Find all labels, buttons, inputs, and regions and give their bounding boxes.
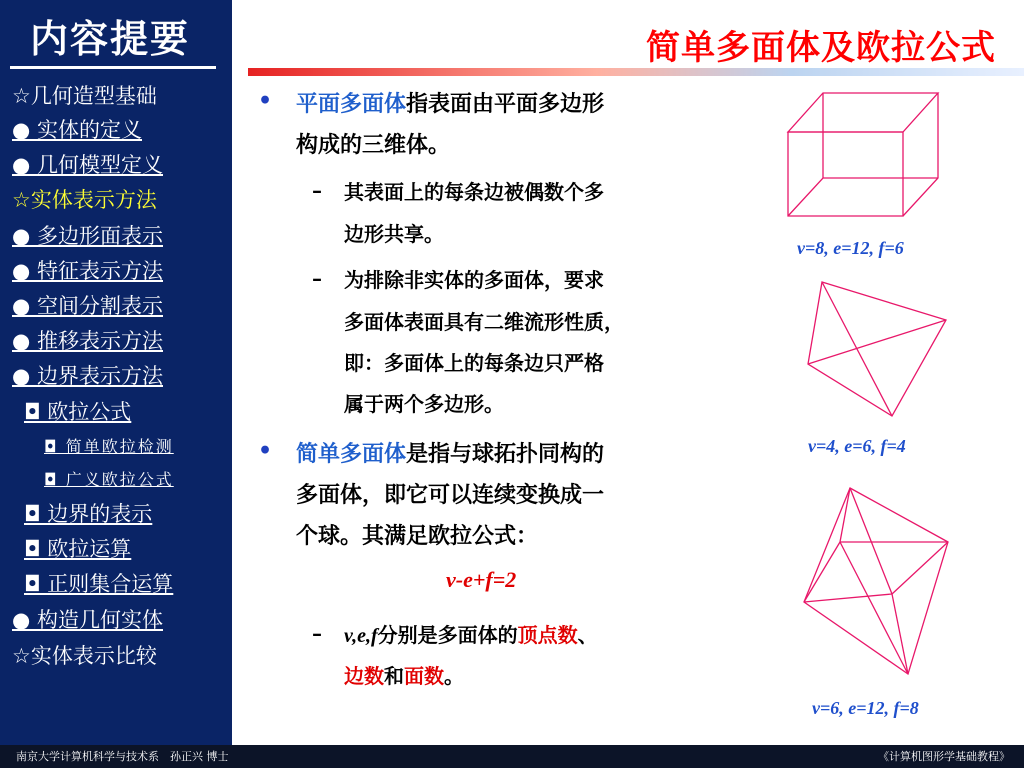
footer-course: 《计算机图形学基础教程》 xyxy=(878,750,1010,763)
octahedron-figure xyxy=(796,482,956,682)
octa-edge xyxy=(804,542,840,602)
sidebar xyxy=(0,0,232,745)
bullet2-line3: 个球。其满足欧拉公式： xyxy=(296,523,539,549)
term-plane-polyhedron: 平面多面体 xyxy=(296,91,407,117)
dash-point: – xyxy=(312,621,322,645)
sub3-line1 xyxy=(344,619,598,648)
page-title: 简单多面体及欧拉公式 xyxy=(646,28,996,68)
cube-front-face xyxy=(788,132,903,216)
bullet-point: • xyxy=(258,438,273,464)
nav-item-boundary-representation[interactable]: ● 边界表示方法 xyxy=(12,364,163,388)
nav-item-spatial-partition[interactable]: ● 空间分割表示 xyxy=(12,294,163,318)
conjunction: 和 xyxy=(384,664,404,688)
cube-top-face xyxy=(788,93,938,132)
octahedron-caption: v=6, e=12, f=8 xyxy=(812,698,919,718)
nav-item-polygon-face[interactable]: ● 多边形面表示 xyxy=(12,224,163,248)
nav-item-solid-representation[interactable]: ☆实体表示方法 xyxy=(12,188,157,212)
sub2-line4: 属于两个多边形。 xyxy=(344,392,504,416)
nav-item-representation-comparison[interactable]: ☆实体表示比较 xyxy=(12,644,157,668)
sub2-line2: 多面体表面具有二维流形性质， xyxy=(344,310,624,334)
nav-item-geometric-model-definition[interactable]: ● 几何模型定义 xyxy=(12,153,163,177)
octa-edge xyxy=(840,488,850,542)
sub1-line1: 其表面上的每条边被偶数个多 xyxy=(344,180,604,204)
cube-caption: v=8, e=12, f=6 xyxy=(797,238,904,258)
bullet2-line2: 多面体，即它可以连续变换成一 xyxy=(296,482,605,508)
tetrahedron-caption: v=4, e=6, f=4 xyxy=(808,436,906,456)
nav-item-geometric-modeling[interactable]: ☆几何造型基础 xyxy=(12,84,157,108)
bullet1-line2: 构成的三维体。 xyxy=(296,132,451,158)
nav-item-boundary-representation-detail[interactable]: ◘ 边界的表示 xyxy=(24,502,153,526)
nav-item-generalized-euler[interactable]: ◘ 广义欧拉公式 xyxy=(44,470,174,489)
tetrahedron-figure xyxy=(796,276,956,426)
separator: 、 xyxy=(577,623,598,647)
bullet2-line1 xyxy=(296,437,604,468)
sub2-line1: 为排除非实体的多面体，要求 xyxy=(344,268,604,292)
term-simple-polyhedron: 简单多面体 xyxy=(296,441,407,467)
nav-item-euler-operations[interactable]: ◘ 欧拉运算 xyxy=(24,537,132,561)
tetra-outline xyxy=(808,282,946,416)
bullet-point: • xyxy=(258,88,273,114)
nav-item-simple-euler-check[interactable]: ◘ 简单欧拉检测 xyxy=(44,437,174,456)
nav-item-csg[interactable]: ● 构造几何实体 xyxy=(12,608,163,632)
cube-hidden-edges xyxy=(788,178,938,216)
sub1-line2: 边形共享。 xyxy=(344,222,444,246)
nav-item-euler-formula[interactable]: ◘ 欧拉公式 xyxy=(24,400,132,424)
term-vertex-count: 顶点数 xyxy=(517,623,578,647)
sub2-line3: 即：多面体上的每条边只严格 xyxy=(344,351,604,375)
octa-edge xyxy=(892,594,908,674)
bullet2-text: 是指与球拓扑同构的 xyxy=(406,441,605,467)
bullet1-text: 指表面由平面多边形 xyxy=(406,91,605,117)
nav-item-feature-representation[interactable]: ● 特征表示方法 xyxy=(12,259,163,283)
bullet1-line1 xyxy=(296,87,604,118)
octa-edge xyxy=(850,488,892,594)
footer-author: 南京大学计算机科学与技术系 孙正兴 博士 xyxy=(16,750,229,763)
term-face-count: 面数 xyxy=(404,664,444,688)
octa-outline xyxy=(804,488,948,674)
dash-point: – xyxy=(312,266,322,290)
term-edge-count: 边数 xyxy=(344,664,384,688)
sub3-line2 xyxy=(344,660,464,689)
dash-point: – xyxy=(312,178,322,202)
nav-item-sweep-representation[interactable]: ● 推移表示方法 xyxy=(12,329,163,353)
octa-edge xyxy=(840,542,908,674)
cube-right-edges xyxy=(903,93,938,216)
sidebar-divider xyxy=(10,66,216,69)
nav-item-regularized-set-operations[interactable]: ◘ 正则集合运算 xyxy=(24,572,174,596)
octa-edge xyxy=(804,594,892,602)
nav-item-solid-definition[interactable]: ● 实体的定义 xyxy=(12,118,142,142)
sidebar-title: 内容提要 xyxy=(30,17,191,61)
sub3-text: 分别是多面体的 xyxy=(377,623,518,647)
period: 。 xyxy=(444,664,464,688)
title-gradient-bar xyxy=(248,68,1024,76)
variables-vef: v,e,f xyxy=(344,625,378,647)
euler-formula: v-e+f=2 xyxy=(446,567,517,592)
cube-figure xyxy=(776,84,966,244)
